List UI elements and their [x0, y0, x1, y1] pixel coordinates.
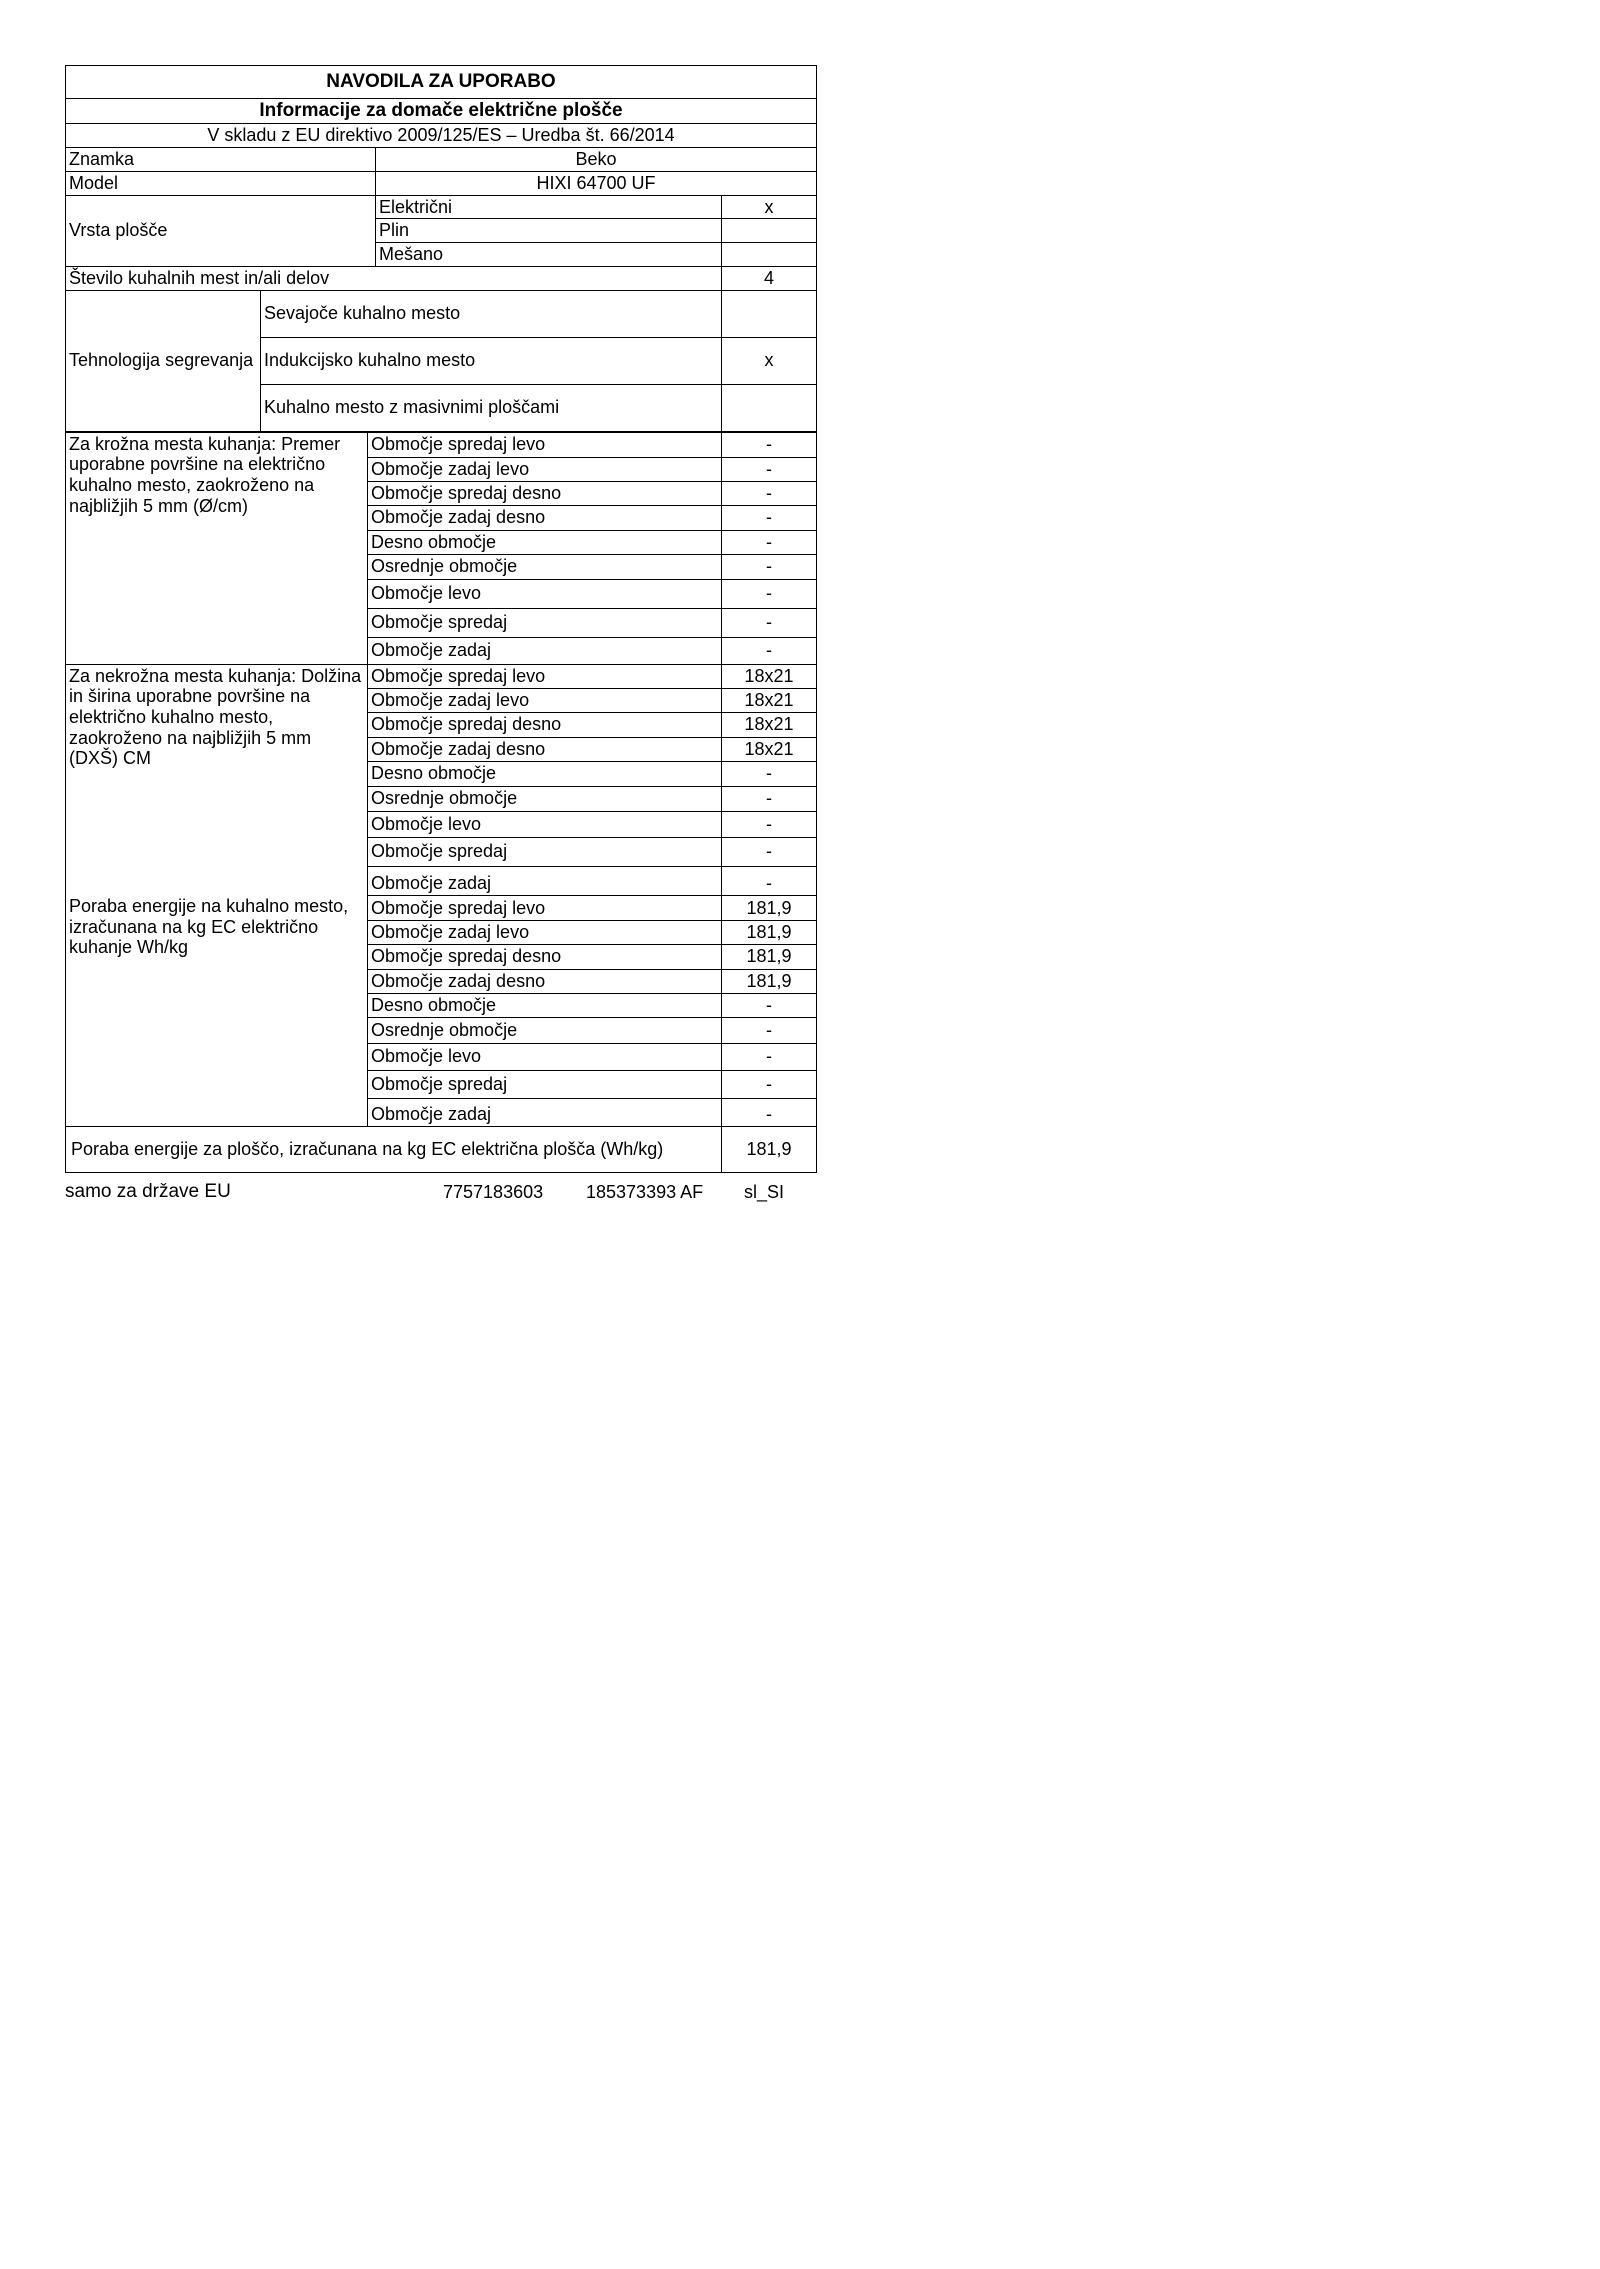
heating-tech-label: Tehnologija segrevanja — [66, 290, 261, 431]
zone-value: 181,9 — [722, 895, 817, 920]
energy-zone-label: Poraba energije na kuhalno mesto, izračunana na kg EC električno kuhanje Wh/kg — [66, 895, 368, 1126]
zone-label: Osrednje območje — [368, 786, 722, 811]
zone-label: Območje spredaj levo — [368, 664, 722, 688]
hob-type-value — [722, 219, 817, 243]
zone-value: - — [722, 1098, 817, 1126]
zone-value: 18x21 — [722, 664, 817, 688]
zone-value: 181,9 — [722, 969, 817, 993]
zone-label: Desno območje — [368, 761, 722, 786]
zone-value: - — [722, 530, 817, 554]
zone-label: Območje levo — [368, 1043, 722, 1070]
heating-tech-option: Kuhalno mesto z masivnimi ploščami — [261, 384, 722, 431]
zone-value: - — [722, 505, 817, 530]
zone-value: - — [722, 637, 817, 664]
document-footer — [65, 1181, 816, 1211]
energy-hob-value: 181,9 — [722, 1126, 817, 1172]
hob-type-label: Vrsta plošče — [66, 195, 376, 266]
heating-tech-value — [722, 384, 817, 431]
zone-value: 181,9 — [722, 920, 817, 944]
zone-label: Desno območje — [368, 530, 722, 554]
energy-hob-label: Poraba energije za ploščo, izračunana na kg EC električna plošča (Wh/kg) — [66, 1126, 722, 1172]
zone-value: - — [722, 837, 817, 866]
circular-zones-label: Za krožna mesta kuhanja: Premer uporabne površine na električno kuhalno mesto, zaokroženo na najbližjih 5 mm (Ø/cm) — [66, 432, 368, 664]
noncircular-zones-label: Za nekrožna mesta kuhanja: Dolžina in širina uporabne površine na električno kuhalno mesto, zaokroženo na najbližjih 5 mm (DXŠ) CM — [66, 664, 368, 895]
zone-label: Območje zadaj desno — [368, 505, 722, 530]
hob-type-value — [722, 242, 817, 266]
model-value: HIXI 64700 UF — [376, 171, 817, 195]
zone-label: Območje zadaj desno — [368, 737, 722, 761]
footer-note: samo za države EU — [65, 1180, 231, 1202]
zone-label: Območje zadaj desno — [368, 969, 722, 993]
zone-label: Območje spredaj — [368, 837, 722, 866]
heating-tech-option: Indukcijsko kuhalno mesto — [261, 337, 722, 384]
brand-value: Beko — [376, 147, 817, 171]
zone-value: 18x21 — [722, 737, 817, 761]
zone-value: - — [722, 811, 817, 837]
zones-count-label: Število kuhalnih mest in/ali delov — [66, 266, 722, 290]
zone-value: - — [722, 457, 817, 481]
document-title: NAVODILA ZA UPORABO — [66, 66, 817, 99]
hob-type-option: Mešano — [376, 242, 722, 266]
footer-code-1: 7757183603 — [443, 1181, 544, 1202]
zone-value: - — [722, 1017, 817, 1043]
product-info-table — [65, 65, 817, 432]
zone-value: - — [722, 579, 817, 608]
zone-value: - — [722, 761, 817, 786]
zone-value: - — [722, 1043, 817, 1070]
zone-data-table — [65, 432, 817, 1173]
zone-label: Območje spredaj levo — [368, 895, 722, 920]
zone-label: Območje zadaj — [368, 866, 722, 895]
footer-code-2: 185373393 AF — [586, 1181, 704, 1202]
hob-type-value: x — [722, 195, 817, 219]
zone-value: - — [722, 608, 817, 637]
document-subtitle: Informacije za domače električne plošče — [66, 99, 817, 124]
zone-value: - — [722, 481, 817, 505]
zone-value: - — [722, 786, 817, 811]
zone-label: Območje zadaj levo — [368, 920, 722, 944]
zone-label: Območje spredaj — [368, 608, 722, 637]
zone-value: - — [722, 866, 817, 895]
zone-value: - — [722, 432, 817, 457]
zone-value: 18x21 — [722, 688, 817, 712]
zone-label: Območje zadaj levo — [368, 688, 722, 712]
heating-tech-value — [722, 290, 817, 337]
hob-type-option: Plin — [376, 219, 722, 243]
product-info-sheet — [65, 65, 816, 1211]
zone-label: Območje spredaj levo — [368, 432, 722, 457]
zone-label: Območje spredaj desno — [368, 712, 722, 737]
zone-label: Območje zadaj — [368, 1098, 722, 1126]
zone-value: 18x21 — [722, 712, 817, 737]
zone-label: Desno območje — [368, 993, 722, 1017]
zone-label: Območje zadaj levo — [368, 457, 722, 481]
zone-value: 181,9 — [722, 944, 817, 969]
zone-label: Območje levo — [368, 811, 722, 837]
zone-label: Območje levo — [368, 579, 722, 608]
zone-label: Območje spredaj — [368, 1070, 722, 1098]
heating-tech-option: Sevajoče kuhalno mesto — [261, 290, 722, 337]
zone-label: Območje spredaj desno — [368, 944, 722, 969]
hob-type-option: Električni — [376, 195, 722, 219]
zone-label: Osrednje območje — [368, 1017, 722, 1043]
zone-label: Območje spredaj desno — [368, 481, 722, 505]
zones-count-value: 4 — [722, 266, 817, 290]
zone-value: - — [722, 1070, 817, 1098]
regulation-text: V skladu z EU direktivo 2009/125/ES – Uredba št. 66/2014 — [66, 123, 817, 147]
brand-label: Znamka — [66, 147, 376, 171]
zone-value: - — [722, 554, 817, 579]
zone-label: Območje zadaj — [368, 637, 722, 664]
heating-tech-value: x — [722, 337, 817, 384]
zone-label: Osrednje območje — [368, 554, 722, 579]
zone-value: - — [722, 993, 817, 1017]
footer-locale: sl_SI — [744, 1181, 785, 1202]
model-label: Model — [66, 171, 376, 195]
